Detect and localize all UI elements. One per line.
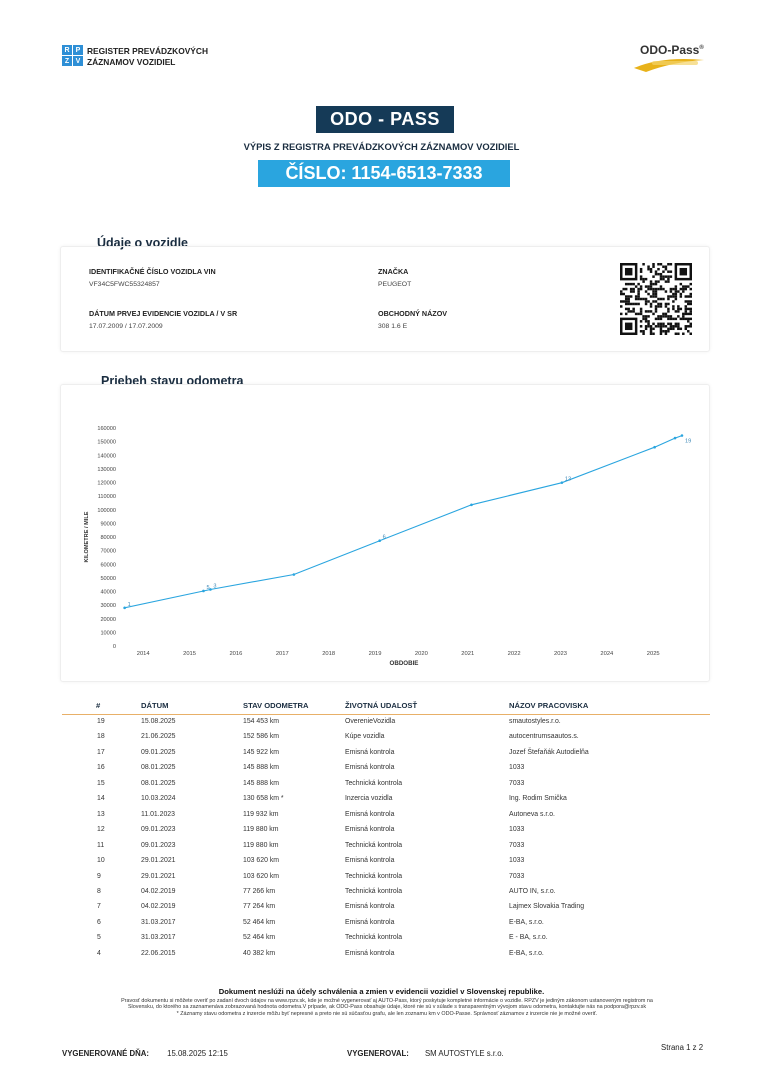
row-workplace: Lajmex Slovakia Trading [509, 903, 585, 911]
table-row [0, 826, 763, 841]
logo-letter: Z [62, 56, 72, 66]
row-odometer: 154 453 km [243, 718, 280, 725]
y-tick-label: 100000 [97, 507, 116, 514]
row-date: 08.01.2025 [141, 779, 176, 787]
vin-label: IDENTIFIKAČNÉ ČÍSLO VOZIDLA VIN [89, 267, 216, 276]
odometer-chart [60, 384, 708, 680]
y-tick-label: 120000 [97, 480, 116, 487]
row-workplace: 1033 [509, 857, 525, 865]
row-number: 13 [97, 810, 105, 818]
disclaimer-line: Pravosť dokumentu si môžete overiť po zadaní dvoch údajov na www.rpzv.sk, kde je možné vygenerovať aj AUTO-Pass, ktorý poskytuje kompletné informácie o vozidle. RPZV je jediným zákonom ustanoveným registrom na [121, 998, 653, 1004]
x-tick-label: 2017 [275, 651, 289, 657]
odometer-point [674, 437, 677, 440]
y-tick-label: 60000 [100, 562, 116, 569]
row-number: 12 [97, 826, 105, 834]
row-date: 31.03.2017 [141, 934, 176, 942]
odo-pass-swoosh-icon [632, 56, 708, 74]
first-registration-value: 17.07.2009 / 17.07.2009 [89, 323, 163, 330]
row-number: 6 [97, 918, 101, 926]
row-workplace: 1033 [509, 764, 525, 772]
row-date: 09.01.2023 [141, 826, 176, 834]
row-event: Technická kontrola [345, 887, 403, 895]
row-date: 22.06.2015 [141, 949, 176, 957]
table-row [0, 857, 763, 872]
x-tick-label: 2014 [136, 651, 150, 657]
table-header-divider [62, 714, 710, 715]
row-event: Emisná kontrola [345, 918, 395, 926]
row-number: 4 [97, 949, 101, 957]
x-tick-label: 2022 [507, 651, 521, 657]
brand-value: PEUGEOT [378, 281, 412, 288]
row-date: 21.06.2025 [141, 733, 176, 741]
table-row [0, 811, 763, 826]
registered-mark: ® [699, 45, 704, 51]
row-workplace: 7033 [509, 779, 525, 787]
row-odometer: 103 620 km [243, 857, 280, 865]
row-odometer: 77 264 km [243, 903, 276, 911]
x-tick-label: 2015 [183, 651, 197, 657]
generated-date-label: VYGENEROVANÉ DŇA: [62, 1049, 149, 1058]
table-row [0, 888, 763, 903]
generated-by-label: VYGENEROVAL: [347, 1049, 409, 1058]
point-label: 6 [382, 534, 386, 541]
row-odometer: 52 464 km [243, 918, 276, 926]
odometer-point [653, 446, 656, 449]
x-tick-label: 2024 [600, 651, 614, 657]
row-workplace: autocentrumsaautos.s. [509, 733, 579, 741]
row-workplace: Autoneva s.r.o. [509, 810, 555, 818]
row-odometer: 103 620 km [243, 872, 280, 880]
row-event: Emisná kontrola [345, 903, 395, 911]
x-tick-label: 2025 [646, 651, 660, 657]
page-number: Strana 1 z 2 [661, 1043, 704, 1052]
y-tick-label: 80000 [100, 535, 116, 541]
row-event: OverenieVozidla [345, 718, 396, 725]
table-row [0, 919, 763, 934]
y-tick-label: 30000 [100, 603, 116, 610]
y-tick-label: 0 [112, 644, 116, 650]
row-workplace: smautostyles.r.o. [509, 718, 561, 725]
vehicle-card [60, 246, 710, 352]
col-header-event: ŽIVOTNÁ UDALOSŤ [345, 701, 418, 710]
table-row [0, 749, 763, 764]
row-odometer: 130 658 km * [243, 795, 284, 803]
row-workplace: 7033 [509, 841, 525, 849]
row-odometer: 52 464 km [243, 934, 276, 942]
row-event: Emisná kontrola [345, 764, 395, 772]
row-date: 04.02.2019 [141, 887, 176, 895]
odometer-point [681, 434, 684, 437]
row-workplace: Ing. Rodim Smička [509, 795, 567, 803]
y-tick-label: 40000 [100, 589, 116, 596]
generated-date [62, 1049, 228, 1058]
logo-letter: V [73, 56, 83, 66]
row-number: 7 [97, 903, 101, 911]
registry-title-line1: REGISTER PREVÁDZKOVÝCH [87, 46, 208, 56]
row-odometer: 77 266 km [243, 887, 276, 895]
row-event: Emisná kontrola [345, 748, 395, 756]
table-row [0, 903, 763, 918]
document-subtitle: VÝPIS Z REGISTRA PREVÁDZKOVÝCH ZÁZNAMOV VOZIDIEL [243, 141, 520, 152]
row-date: 29.01.2021 [141, 872, 176, 880]
odometer-point [470, 504, 473, 507]
x-tick-label: 2023 [554, 651, 567, 657]
row-event: Emisná kontrola [345, 857, 395, 865]
row-date: 09.01.2023 [141, 841, 176, 849]
y-tick-label: 130000 [97, 466, 116, 473]
disclaimer-line: * Záznamy stavu odometra z inzercie môžu byť nepresné a preto nie sú súčasťou grafu, ale len zoznamu km v ODO-Passe. Správnosť záznamov z inzercie nie je možné overiť. [176, 1010, 598, 1017]
y-tick-label: 50000 [100, 575, 116, 582]
generated-date-value: 15.08.2025 12:15 [167, 1049, 228, 1058]
row-workplace: AUTO IN, s.r.o. [509, 887, 556, 895]
table-row [0, 780, 763, 795]
generated-by [347, 1049, 504, 1058]
y-tick-label: 150000 [97, 439, 116, 446]
model-label: OBCHODNÝ NÁZOV [378, 309, 448, 318]
point-label: 19 [684, 438, 692, 445]
point-label: 3 [213, 583, 217, 590]
y-tick-label: 160000 [97, 426, 116, 432]
row-odometer: 145 888 km [243, 779, 280, 787]
row-workplace: 1033 [509, 826, 525, 834]
y-tick-label: 140000 [97, 453, 116, 460]
row-event: Inzercia vozidla [345, 795, 393, 803]
odometer-point [202, 590, 205, 593]
disclaimer-title: Dokument neslúži na účely schválenia a zmien v evidencii vozidiel v Slovenskej republike. [218, 987, 545, 996]
row-number: 5 [97, 934, 101, 942]
logo-letter: R [62, 45, 72, 55]
row-number: 9 [97, 872, 101, 880]
row-number: 15 [97, 779, 105, 787]
row-number: 18 [97, 733, 105, 741]
col-header-workplace: NÁZOV PRACOVISKA [509, 701, 589, 710]
col-header-date: DÁTUM [141, 701, 169, 710]
odometer-point [209, 588, 212, 591]
row-date: 09.01.2025 [141, 748, 176, 756]
vin-value: VF34C5FWC55324857 [89, 281, 160, 288]
row-event: Emisná kontrola [345, 826, 395, 834]
odometer-point [378, 539, 381, 542]
table-row [0, 873, 763, 888]
point-label: 13 [564, 476, 572, 483]
table-row [0, 764, 763, 779]
row-workplace: E - BA, s.r.o. [509, 934, 548, 942]
y-tick-label: 20000 [100, 616, 116, 623]
y-axis-label: KILOMETRE / MILE [84, 511, 90, 563]
row-number: 11 [97, 841, 105, 849]
row-date: 10.03.2024 [141, 795, 176, 803]
vehicle-section-title: Údaje o vozidle [97, 236, 188, 250]
row-date: 15.08.2025 [141, 718, 176, 725]
row-number: 16 [97, 764, 105, 772]
odometer-series-line [125, 436, 682, 608]
logo-letter: P [73, 45, 83, 55]
x-tick-label: 2016 [229, 651, 243, 657]
odo-pass-banner: ODO - PASS [316, 106, 454, 133]
row-event: Technická kontrola [345, 841, 403, 849]
row-date: 04.02.2019 [141, 903, 176, 911]
row-number: 8 [97, 887, 101, 895]
y-tick-label: 70000 [100, 548, 116, 555]
brand-label: ZNAČKA [378, 267, 409, 276]
table-row [0, 950, 763, 965]
row-date: 08.01.2025 [141, 764, 176, 772]
row-odometer: 119 880 km [243, 826, 279, 834]
row-workplace: Jozef Štefaňák Autodielňa [509, 748, 589, 756]
point-label: 5 [206, 584, 210, 591]
x-tick-label: 2021 [461, 651, 475, 657]
row-odometer: 145 922 km [243, 748, 280, 756]
disclaimer-text [64, 998, 710, 1017]
table-row [0, 934, 763, 949]
row-date: 29.01.2021 [141, 857, 176, 865]
col-header-number: # [96, 701, 101, 710]
row-number: 14 [97, 795, 105, 803]
disclaimer-line: Slovensku, do ktorého sa zaznamenáva zobrazovaná hodnota odometra.V prípade, ak ODO-Pass obsahuje údaje, ktoré nie sú v súlade s transparentným vývojom stavu odometra, kontaktujte nás na podpora@rpzv.sk [127, 1004, 647, 1011]
row-event: Emisná kontrola [345, 949, 395, 957]
table-row [0, 842, 763, 857]
row-workplace: E-BA, s.r.o. [509, 918, 544, 926]
y-tick-label: 110000 [97, 494, 116, 501]
x-tick-label: 2020 [414, 651, 428, 657]
row-event: Emisná kontrola [345, 810, 395, 818]
table-row [0, 795, 763, 810]
row-odometer: 145 888 km [243, 764, 280, 772]
first-registration-label: DÁTUM PRVEJ EVIDENCIE VOZIDLA / V SR [89, 309, 238, 318]
odometer-point [561, 481, 564, 484]
odometer-point [123, 607, 126, 610]
table-row [0, 718, 763, 733]
row-odometer: 152 586 km [243, 733, 280, 741]
row-event: Technická kontrola [345, 934, 403, 942]
row-event: Kúpe vozidla [345, 733, 385, 741]
certificate-number: ČÍSLO: 1154-6513-7333 [258, 160, 510, 187]
registry-title-line2: ZÁZNAMOV VOZIDIEL [87, 57, 176, 67]
chart-section-title: Priebeh stavu odometra [101, 374, 244, 388]
rpzv-logo [62, 45, 83, 66]
row-workplace: E-BA, s.r.o. [509, 949, 544, 957]
row-event: Technická kontrola [345, 779, 403, 787]
model-value: 308 1.6 E [378, 323, 408, 330]
col-header-odometer: STAV ODOMETRA [243, 701, 309, 710]
row-workplace: 7033 [509, 872, 525, 880]
point-label: 1 [127, 601, 131, 608]
row-odometer: 40 382 km [243, 949, 276, 957]
row-number: 17 [97, 748, 105, 756]
x-tick-label: 2018 [322, 651, 336, 657]
x-axis-label: OBDOBIE [389, 660, 419, 667]
registry-title [87, 46, 208, 68]
x-tick-label: 2019 [368, 651, 382, 657]
row-date: 11.01.2023 [141, 810, 175, 818]
y-tick-label: 90000 [100, 521, 116, 528]
row-number: 10 [97, 857, 105, 865]
row-odometer: 119 880 km [243, 841, 279, 849]
odo-pass-logo-text: ODO-Pass [640, 43, 700, 57]
odometer-point [293, 573, 296, 576]
row-number: 19 [97, 718, 105, 725]
table-row [0, 733, 763, 748]
qr-code-icon[interactable] [620, 263, 692, 335]
row-date: 31.03.2017 [141, 918, 176, 926]
odo-pass-logo [640, 43, 704, 57]
y-tick-label: 10000 [100, 630, 116, 637]
generated-by-value: SM AUTOSTYLE s.r.o. [424, 1049, 504, 1058]
row-event: Technická kontrola [345, 872, 403, 880]
row-odometer: 119 932 km [243, 810, 279, 818]
